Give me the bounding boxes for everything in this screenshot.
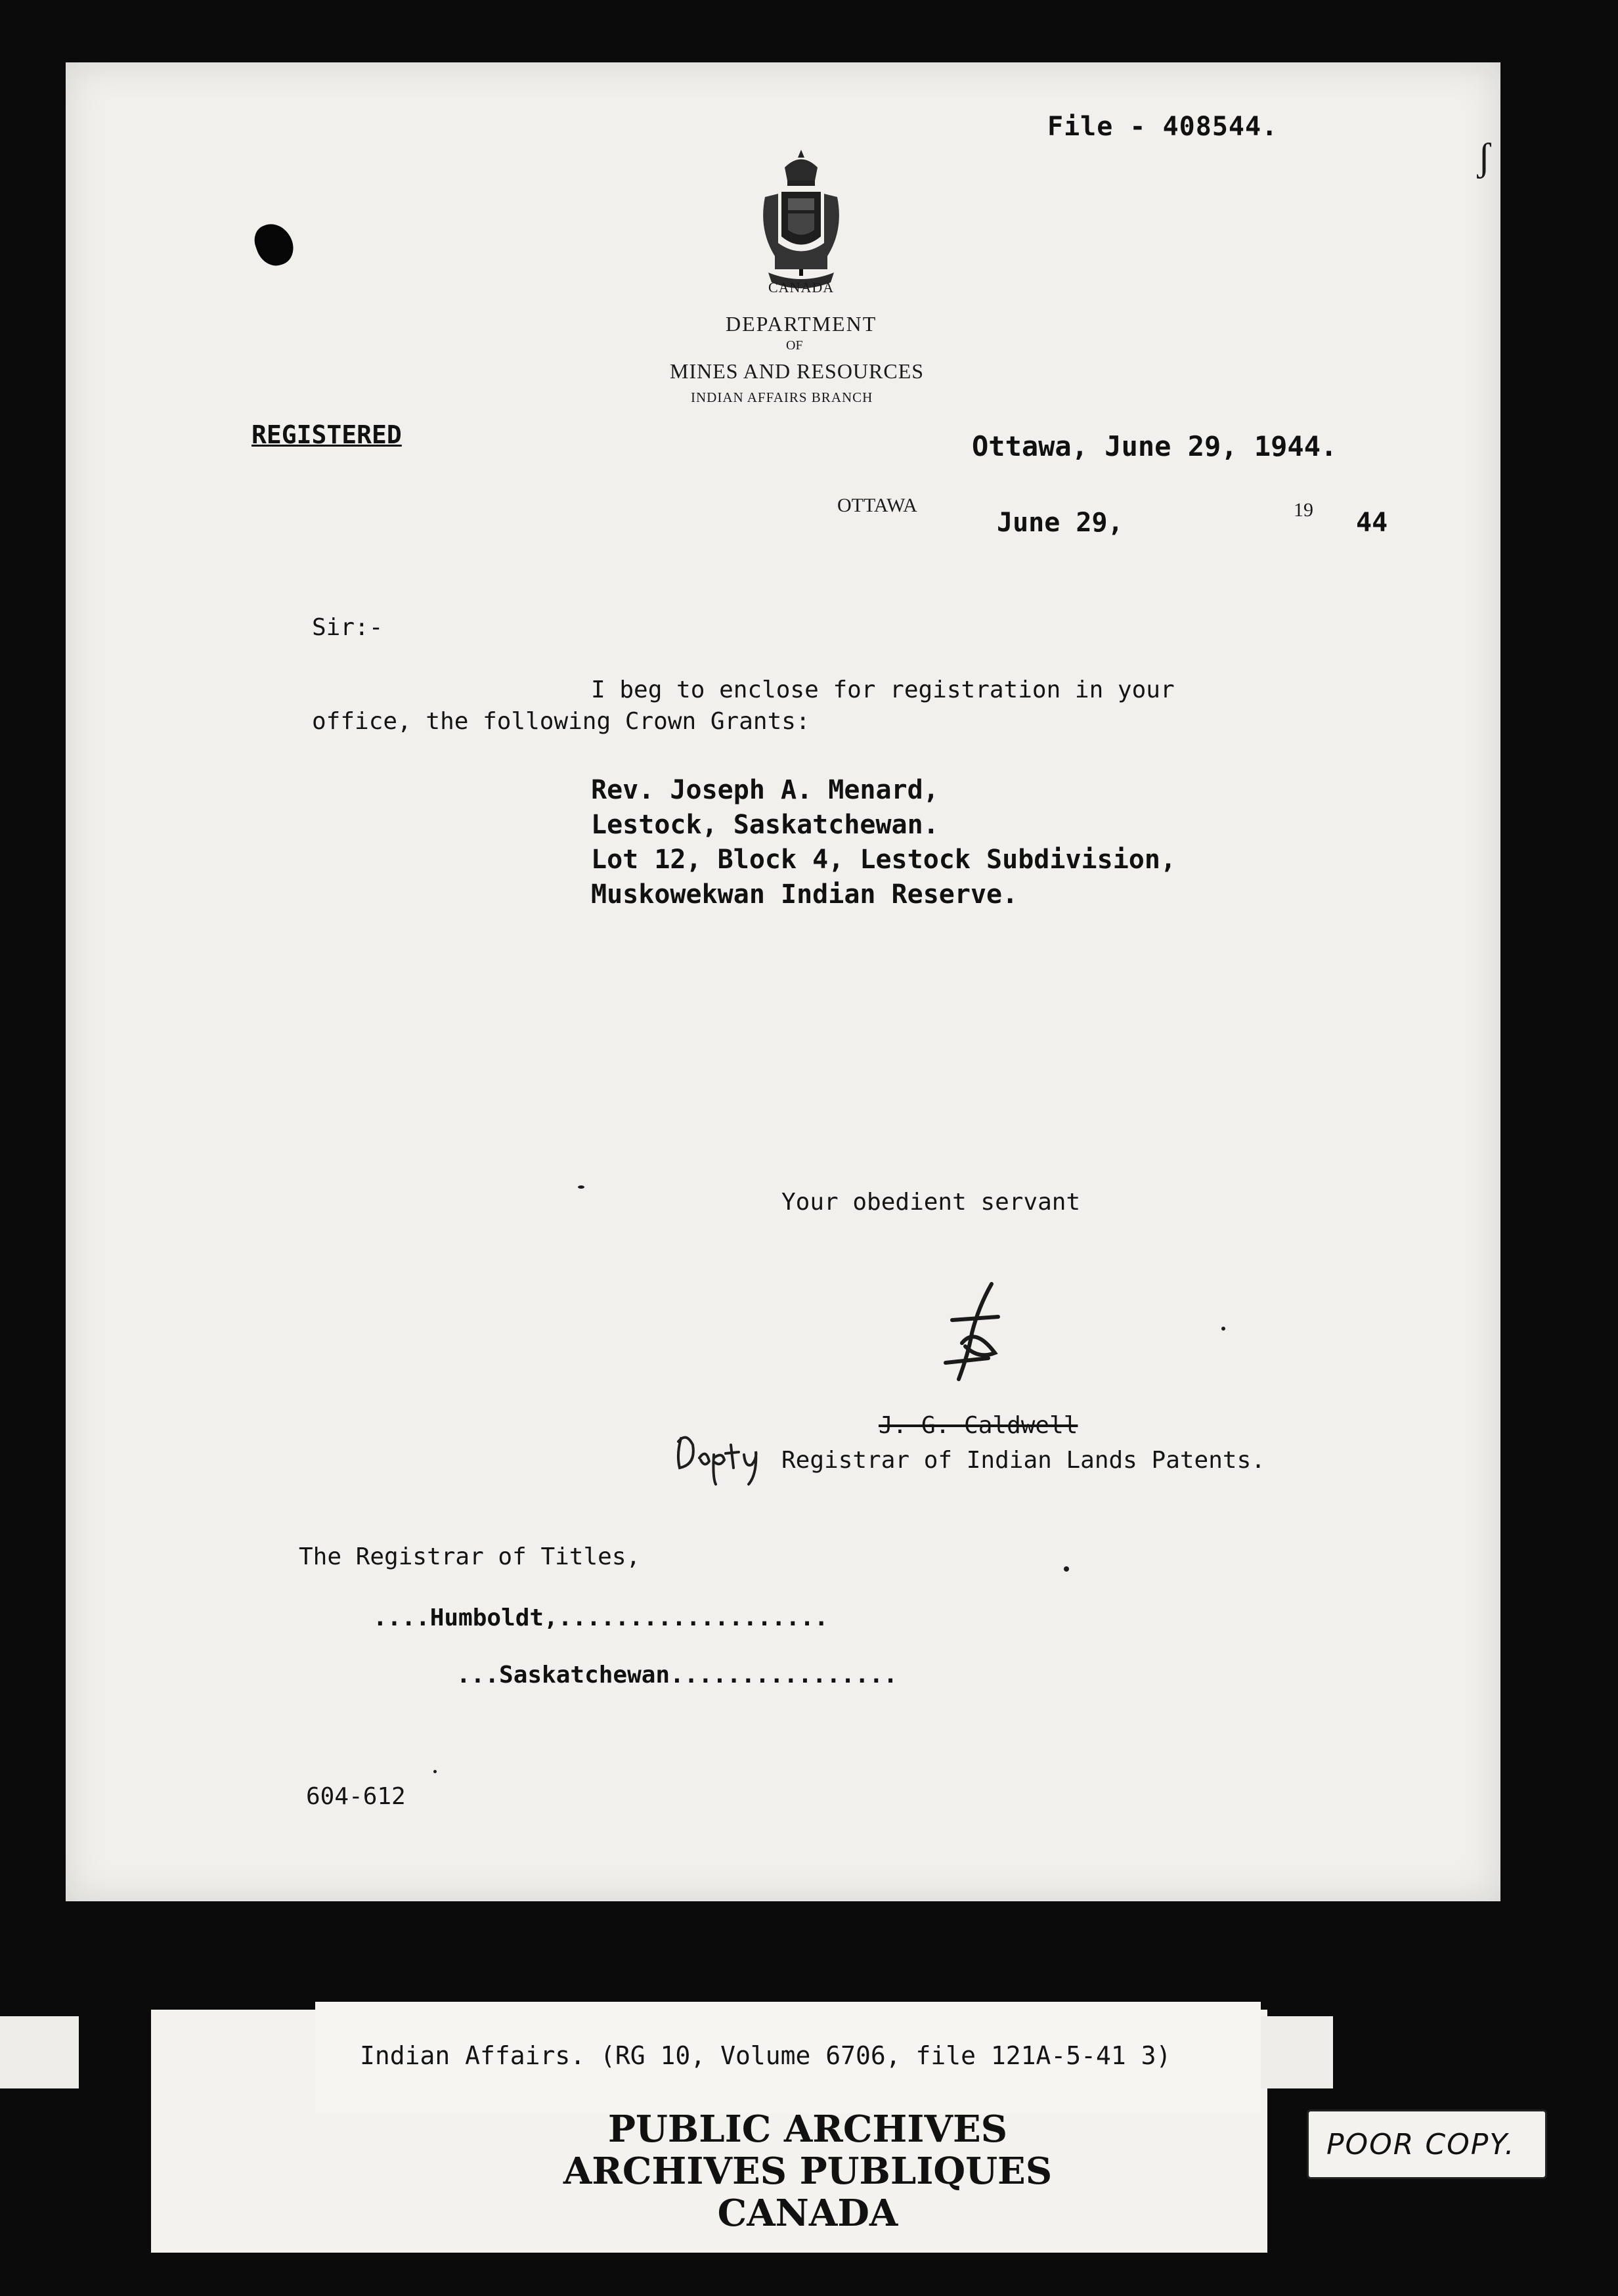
grant-line: Lestock, Saskatchewan.: [591, 810, 939, 840]
registered-label: REGISTERED: [251, 420, 402, 449]
addressee-line-2: ...Saskatchewan................: [456, 1662, 898, 1689]
file-number: File - 408544.: [1047, 112, 1279, 142]
addressee-title: The Registrar of Titles,: [299, 1543, 641, 1570]
stamp-line-2: ARCHIVES PUBLIQUES: [563, 2150, 1053, 2193]
letter-sheet: [66, 62, 1500, 1901]
archives-stamp: [512, 2108, 1103, 2234]
speck: [578, 1185, 584, 1189]
typed-date: Ottawa, June 29, 1944.: [972, 430, 1338, 462]
grant-line: Rev. Joseph A. Menard,: [591, 775, 939, 805]
letterhead-department: DEPARTMENT: [726, 312, 877, 336]
punch-hole: [250, 219, 299, 271]
struck-signatory-name: J. G. Caldwell: [879, 1412, 1078, 1439]
letterhead-ministry: MINES AND RESOURCES: [670, 359, 925, 383]
speck: [1221, 1327, 1225, 1331]
dateline-year: 44: [1356, 508, 1388, 538]
speck: [1064, 1566, 1069, 1572]
poor-copy-note: POOR COPY.: [1326, 2128, 1516, 2161]
letterhead-of: OF: [786, 338, 803, 353]
body-line-2: office, the following Crown Grants:: [312, 708, 810, 735]
archive-reference: Indian Affairs. (RG 10, Volume 6706, file 121A-5-41 3): [360, 2041, 1171, 2070]
dateline-city: OTTAWA: [837, 495, 917, 516]
closing: Your obedient servant: [781, 1189, 1081, 1216]
document-code: 604-612: [306, 1783, 406, 1810]
salutation: Sir:-: [312, 614, 383, 641]
label-tab-left: [0, 2016, 79, 2088]
addressee-line-1: ....Humboldt,...................: [373, 1604, 829, 1631]
dateline-century: 19: [1294, 499, 1313, 521]
speck: [433, 1770, 437, 1773]
label-tab-right: [1261, 2016, 1333, 2088]
signatory-title: Registrar of Indian Lands Patents.: [781, 1447, 1265, 1474]
grant-line: Lot 12, Block 4, Lestock Subdivision,: [591, 845, 1177, 875]
letterhead-branch: INDIAN AFFAIRS BRANCH: [691, 389, 873, 405]
signature-icon: [932, 1281, 1018, 1392]
margin-mark: ʃ: [1477, 135, 1491, 179]
stamp-line-1: PUBLIC ARCHIVES: [607, 2108, 1008, 2151]
body-line-1: I beg to enclose for registration in your: [591, 676, 1175, 703]
letterhead-country: CANADA: [768, 279, 835, 296]
grant-line: Muskowekwan Indian Reserve.: [591, 879, 1018, 910]
stamp-line-3: CANADA: [717, 2192, 898, 2235]
dateline-date: June 29,: [997, 508, 1124, 538]
